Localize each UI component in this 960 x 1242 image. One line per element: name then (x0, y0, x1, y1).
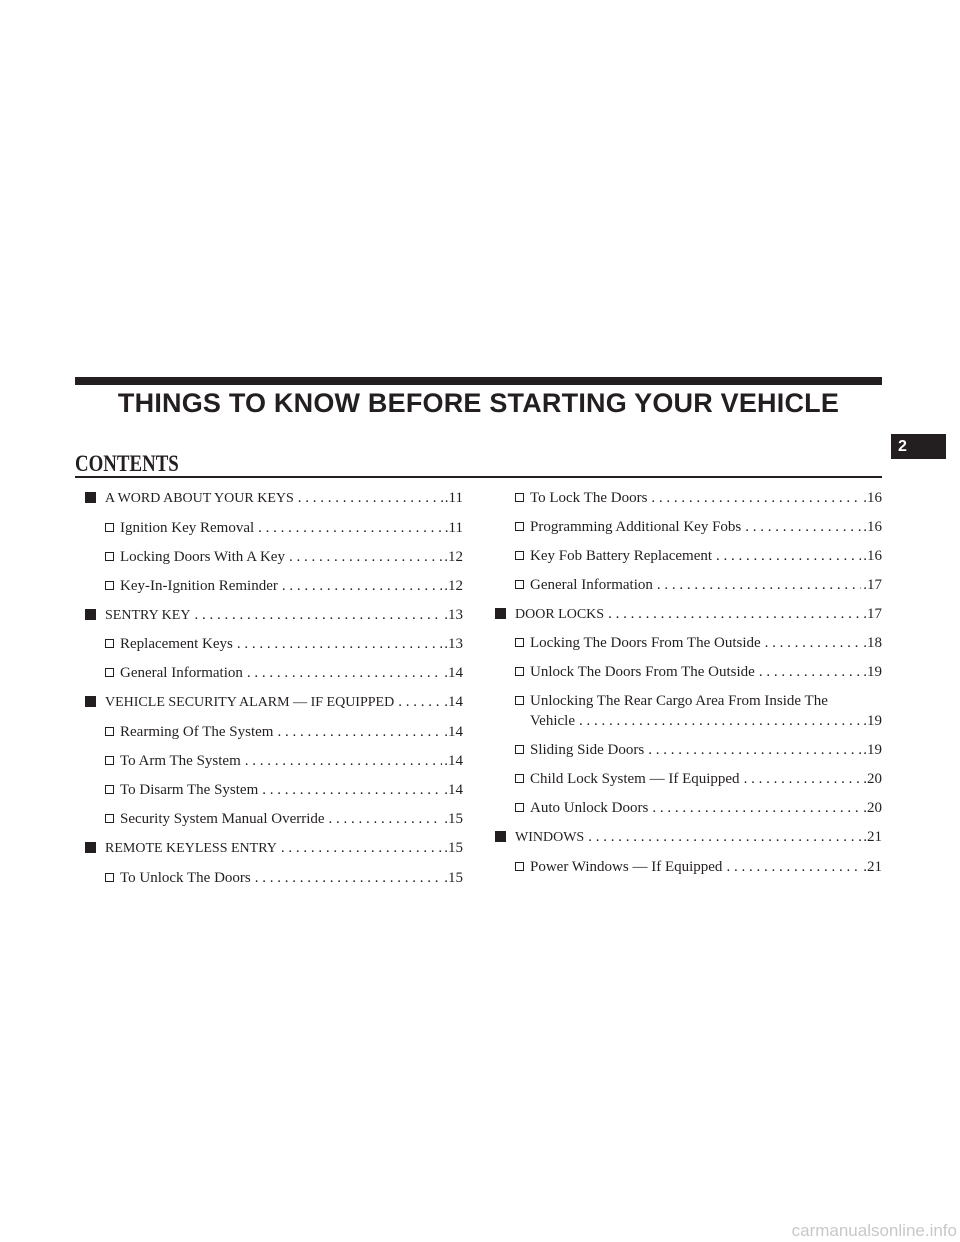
dot-leader (298, 488, 443, 508)
toc-section-entry[interactable] (85, 488, 463, 509)
hollow-square-bullet-icon (515, 522, 524, 531)
hollow-square-bullet-icon (105, 873, 114, 882)
dot-leader (608, 604, 861, 624)
toc-entry-page: .16 (863, 518, 882, 535)
toc-entry-page: .17 (863, 576, 882, 593)
toc-entry-label: Unlock The Doors From The Outside (530, 664, 755, 681)
toc-subsection-entry[interactable] (85, 547, 463, 567)
hollow-square-bullet-icon (105, 668, 114, 677)
toc-subsection-entry[interactable] (495, 546, 882, 566)
dot-leader (282, 576, 442, 596)
toc-entry-label: Auto Unlock Doors (530, 799, 649, 816)
square-bullet-icon (85, 609, 96, 620)
hollow-square-bullet-icon (515, 551, 524, 560)
toc-entry-label: Locking The Doors From The Outside (530, 635, 761, 652)
toc-entry-page: .16 (863, 490, 882, 506)
toc-entry-page: .19 (863, 742, 882, 759)
toc-subsection-entry[interactable] (495, 633, 882, 653)
dot-leader (258, 518, 443, 538)
toc-entry-page: .19 (863, 664, 882, 681)
dot-leader (289, 547, 442, 567)
square-bullet-icon (85, 842, 96, 853)
dot-leader (398, 692, 442, 712)
toc-subsection-entry[interactable] (85, 634, 463, 654)
toc-entry-page: .17 (863, 605, 882, 622)
dot-leader (588, 827, 861, 847)
hollow-square-bullet-icon (515, 493, 524, 502)
dot-leader (716, 546, 861, 566)
toc-entry-page: .20 (863, 799, 882, 816)
toc-entry-label: Key Fob Battery Replacement (530, 547, 713, 564)
dot-leader (237, 634, 442, 654)
toc-entry-page: .14 (444, 665, 463, 682)
toc-subsection-entry[interactable] (495, 662, 882, 682)
toc-entry-label: Power Windows — If Equipped (530, 858, 723, 875)
hollow-square-bullet-icon (515, 803, 524, 812)
square-bullet-icon (85, 696, 96, 707)
toc-entry-page: .18 (863, 635, 882, 652)
toc-subsection-entry[interactable] (85, 780, 463, 800)
toc-section-entry[interactable] (495, 827, 882, 848)
toc-entry-label: WINDOWS (515, 829, 585, 845)
toc-entry-page: .14 (444, 724, 463, 741)
toc-entry-page: .11 (444, 490, 463, 506)
toc-entry-label: Security System Manual Override (120, 810, 325, 827)
chapter-tab[interactable]: 2 (891, 434, 946, 459)
hollow-square-bullet-icon (515, 862, 524, 871)
toc-entry-label: To Arm The System (120, 753, 241, 770)
dot-leader (652, 798, 861, 818)
toc-entry-page: .15 (444, 839, 463, 856)
dot-leader (759, 662, 861, 682)
toc-section-entry[interactable] (85, 838, 463, 859)
square-bullet-icon (495, 831, 506, 842)
toc-entry-label: Ignition Key Removal (120, 519, 255, 536)
toc-subsection-entry[interactable] (85, 576, 463, 596)
toc-subsection-entry[interactable] (85, 518, 463, 538)
toc-subsection-entry[interactable] (85, 809, 463, 829)
toc-entry-page: .14 (444, 753, 463, 770)
hollow-square-bullet-icon (105, 814, 114, 823)
toc-subsection-entry[interactable] (495, 691, 882, 731)
hollow-square-bullet-icon (105, 639, 114, 648)
hollow-square-bullet-icon (105, 523, 114, 532)
toc-entry-page: .21 (863, 828, 882, 845)
toc-entry-label: To Lock The Doors (530, 490, 648, 506)
hollow-square-bullet-icon (105, 785, 114, 794)
hollow-square-bullet-icon (515, 638, 524, 647)
chapter-title: THINGS TO KNOW BEFORE STARTING YOUR VEHICLE (117, 388, 840, 418)
toc-subsection-entry[interactable] (495, 740, 882, 760)
dot-leader (245, 751, 442, 771)
dot-leader (579, 711, 861, 731)
dot-leader (765, 633, 862, 653)
dot-leader (194, 605, 442, 625)
hollow-square-bullet-icon (515, 667, 524, 676)
hollow-square-bullet-icon (515, 774, 524, 783)
contents-rule (75, 476, 882, 478)
square-bullet-icon (85, 492, 96, 503)
toc-entry-page: .20 (863, 771, 882, 788)
toc-entry-label: Sliding Side Doors (530, 742, 645, 759)
toc-entry-page: .11 (444, 519, 463, 536)
toc-entry-label: Locking Doors With A Key (120, 548, 285, 565)
toc-section-entry[interactable] (495, 604, 882, 625)
square-bullet-icon (495, 608, 506, 619)
dot-leader (329, 809, 443, 829)
toc-entry-label: General Information (530, 576, 653, 593)
toc-entry-page: .19 (863, 713, 882, 730)
toc-left-column (85, 488, 463, 896)
dot-leader (726, 857, 861, 877)
toc-subsection-entry[interactable] (495, 488, 882, 508)
toc-subsection-entry[interactable] (495, 575, 882, 595)
hollow-square-bullet-icon (105, 756, 114, 765)
hollow-square-bullet-icon (105, 727, 114, 736)
toc-entry-page: .13 (444, 636, 463, 653)
toc-entry-page: .14 (444, 694, 463, 711)
toc-entry-label: Key-In-Ignition Reminder (120, 577, 278, 594)
toc-entry-label: Programming Additional Key Fobs (530, 518, 742, 535)
toc-entry-label-continued: Vehicle (530, 713, 575, 730)
toc-entry-page: .13 (444, 606, 463, 623)
toc-subsection-entry[interactable] (495, 517, 882, 537)
toc-entry-label: To Unlock The Doors (120, 869, 251, 886)
toc-entry-label: A WORD ABOUT YOUR KEYS (105, 491, 294, 506)
toc-subsection-entry[interactable] (85, 868, 463, 888)
hollow-square-bullet-icon (105, 581, 114, 590)
toc-entry-page: .16 (863, 547, 882, 564)
hollow-square-bullet-icon (515, 696, 524, 705)
toc-section-entry[interactable] (85, 692, 463, 713)
toc-entry-label: Child Lock System — If Equipped (530, 771, 740, 788)
toc-subsection-entry[interactable] (495, 857, 882, 877)
toc-subsection-entry[interactable] (85, 722, 463, 742)
dot-leader (247, 663, 442, 683)
dot-leader (651, 488, 861, 508)
toc-section-entry[interactable] (85, 605, 463, 626)
toc-entry-label: SENTRY KEY (105, 607, 191, 623)
contents-heading: CONTENTS (75, 451, 179, 476)
toc-entry-page: .14 (444, 781, 463, 798)
toc-entry-label: REMOTE KEYLESS ENTRY (105, 840, 277, 856)
dot-leader (277, 722, 442, 742)
toc-subsection-entry[interactable] (495, 769, 882, 789)
toc-subsection-entry[interactable] (85, 663, 463, 683)
dot-leader (255, 868, 443, 888)
toc-entry-page: .12 (444, 577, 463, 594)
toc-entry-label: VEHICLE SECURITY ALARM — IF EQUIPPED (105, 695, 395, 711)
watermark: carmanualsonline.info (791, 1221, 957, 1240)
dot-leader (281, 838, 442, 858)
toc-entry-label: Unlocking The Rear Cargo Area From Inside The (530, 693, 828, 710)
toc-entry-page: .15 (444, 869, 463, 886)
hollow-square-bullet-icon (515, 580, 524, 589)
toc-subsection-entry[interactable] (85, 751, 463, 771)
dot-leader (744, 769, 862, 789)
dot-leader (262, 780, 442, 800)
toc-entry-label: DOOR LOCKS (515, 606, 605, 622)
toc-entry-page: .12 (444, 548, 463, 565)
toc-entry-label: General Information (120, 665, 243, 682)
dot-leader (657, 575, 861, 595)
toc-subsection-entry[interactable] (495, 798, 882, 818)
dot-leader (648, 740, 861, 760)
toc-entry-label: Rearming Of The System (120, 724, 274, 741)
toc-right-column (495, 488, 882, 886)
hollow-square-bullet-icon (515, 745, 524, 754)
hollow-square-bullet-icon (105, 552, 114, 561)
toc-entry-label: Replacement Keys (120, 636, 233, 653)
toc-entry-label: To Disarm The System (120, 781, 259, 798)
toc-entry-page: .21 (863, 858, 882, 875)
chapter-top-rule (75, 377, 882, 385)
toc-entry-page: .15 (444, 810, 463, 827)
dot-leader (745, 517, 861, 537)
